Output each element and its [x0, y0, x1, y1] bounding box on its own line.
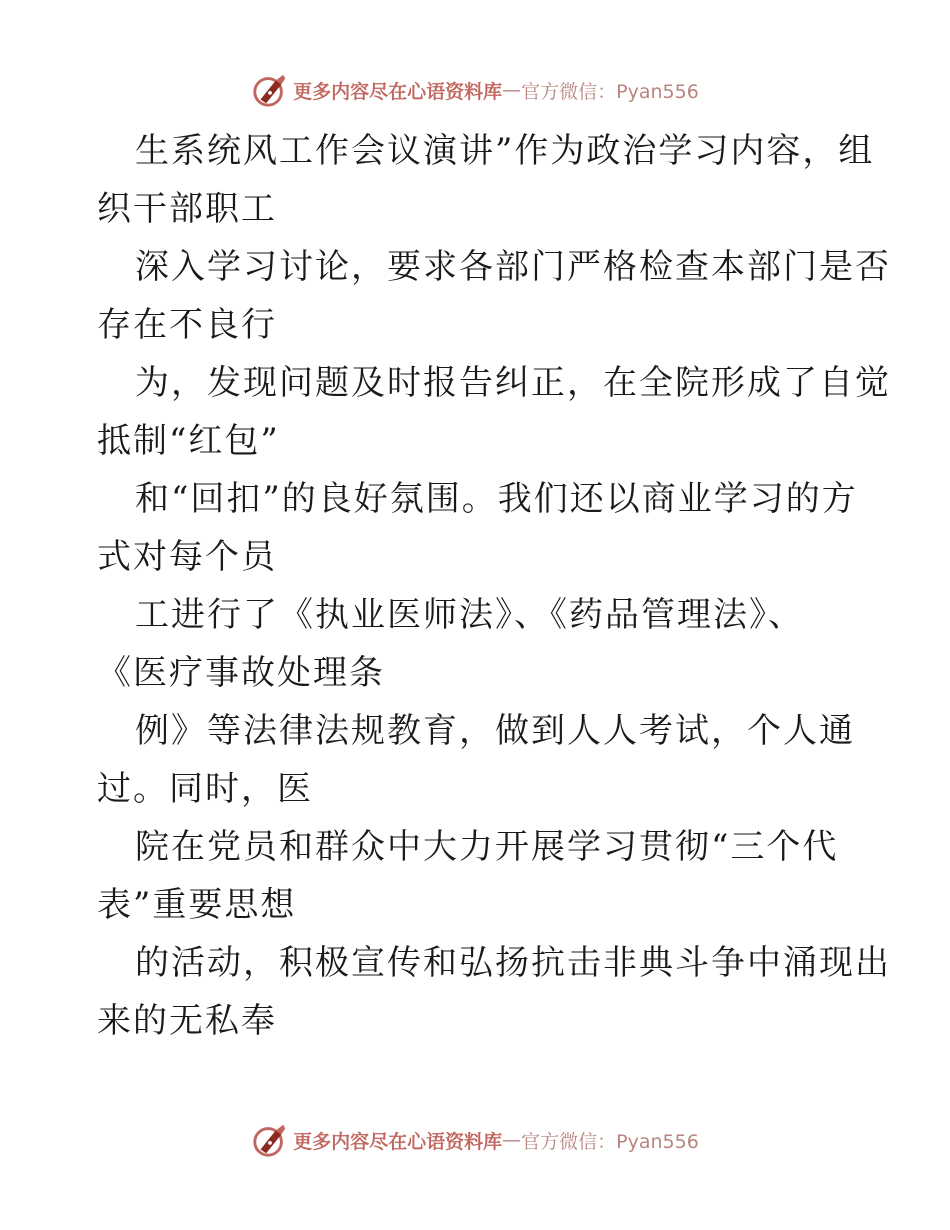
paragraph-line: 为，发现问题及时报告纠正，在全院形成了自觉 — [135, 363, 891, 403]
watermark-suffix: 官方微信：Pyan556 — [521, 80, 699, 103]
header-watermark — [0, 70, 950, 110]
paragraph-line: 织干部职工 — [97, 189, 277, 229]
watermark-suffix: 官方微信：Pyan556 — [521, 1130, 699, 1153]
paragraph-line: 的活动，积极宣传和弘扬抗击非典斗争中涌现出 — [135, 943, 891, 983]
watermark-separator: — — [502, 1129, 522, 1151]
pen-nib-circle-icon — [251, 71, 289, 109]
paragraph — [97, 470, 867, 586]
paragraph — [97, 818, 867, 934]
paragraph-line: 深入学习讨论，要求各部门严格检查本部门是否 — [135, 247, 891, 287]
paragraph — [97, 238, 891, 354]
paragraph-line: 式对每个员 — [97, 537, 277, 577]
paragraph-line: 来的无私奉 — [97, 1001, 277, 1041]
paragraph-line: 《医疗事故处理条 — [97, 653, 385, 693]
paragraph-line: 抵制“红包” — [97, 421, 280, 461]
paragraph-line: 生系统风工作会议演讲”作为政治学习内容，组 — [135, 131, 875, 171]
paragraph — [97, 702, 867, 818]
paragraph — [97, 586, 867, 702]
watermark-separator: — — [502, 79, 522, 101]
paragraph — [97, 122, 875, 238]
paragraph-line: 院在党员和群众中大力开展学习贯彻“三个代 — [135, 827, 839, 867]
footer-watermark — [0, 1120, 950, 1160]
paragraph-line: 表”重要思想 — [97, 885, 297, 925]
paragraph-line: 存在不良行 — [97, 305, 277, 345]
document-body — [97, 122, 891, 1050]
paragraph-line: 过。同时，医 — [97, 769, 313, 809]
watermark-text: 更多内容尽在心语资料库 — [293, 80, 503, 103]
paragraph-line: 工进行了《执业医师法》、《药品管理法》、 — [135, 595, 804, 635]
paragraph-line: 例》等法律法规教育，做到人人考试，个人通 — [135, 711, 855, 751]
pen-nib-circle-icon — [251, 1121, 289, 1159]
paragraph — [97, 934, 891, 1050]
paragraph — [97, 354, 891, 470]
paragraph-line: 和“回扣”的良好氛围。我们还以商业学习的方 — [135, 479, 858, 519]
watermark-text: 更多内容尽在心语资料库 — [293, 1130, 503, 1153]
